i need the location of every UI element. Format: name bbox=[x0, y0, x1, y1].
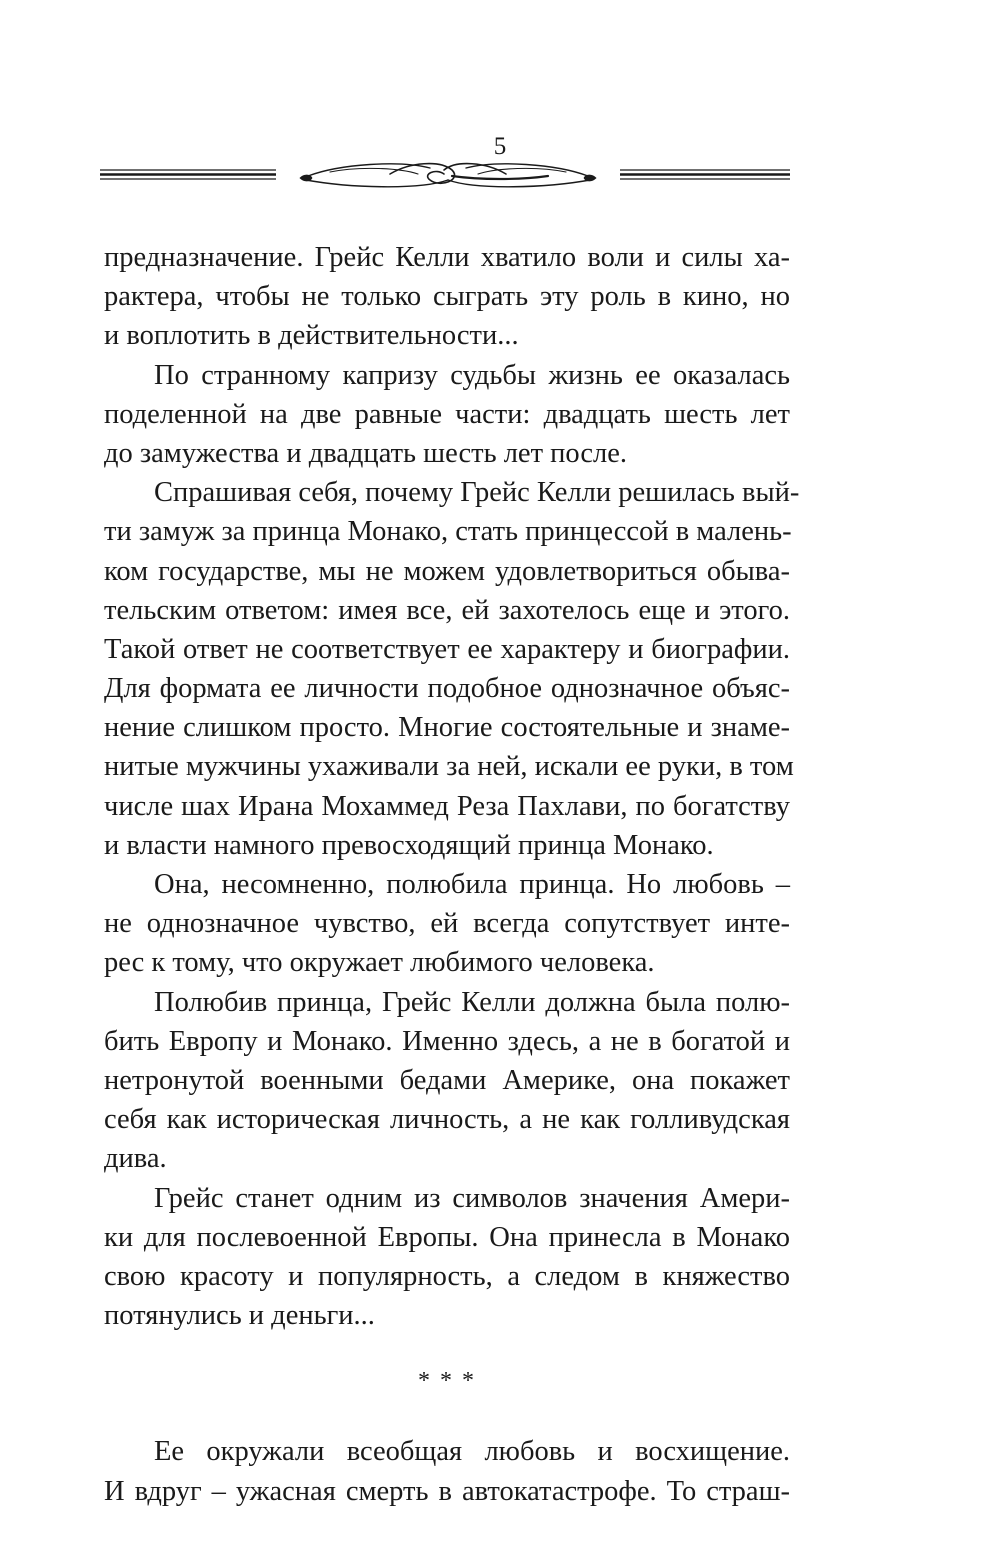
text-line: Полюбив принца, Грейс Келли должна была полю- bbox=[154, 986, 790, 1018]
text-line: бить Европу и Монако. Именно здесь, а не в богатой и bbox=[104, 1025, 790, 1057]
flourish bbox=[300, 164, 596, 187]
text-line: нитые мужчины ухаживали за ней, искали ее руки, в том bbox=[104, 751, 794, 783]
text-line: потянулись и деньги... bbox=[104, 1300, 375, 1332]
text-line: числе шах Ирана Мохаммед Реза Пахлави, по богатству bbox=[104, 790, 790, 822]
text-line: Спрашивая себя, почему Грейс Келли решилась вый- bbox=[154, 477, 800, 509]
text-line: свою красоту и популярность, а следом в княжество bbox=[104, 1260, 790, 1292]
text-line: Для формата ее личности подобное однозначное объяс- bbox=[104, 673, 790, 705]
text-line: и власти намного превосходящий принца Монако. bbox=[104, 829, 714, 861]
text-line: Такой ответ не соответствует ее характеру и биографии. bbox=[104, 633, 790, 665]
text-line: нетронутой военными бедами Америке, она покажет bbox=[104, 1064, 790, 1096]
body-text bbox=[104, 238, 800, 1511]
text-line: ком государстве, мы не можем удовлетвориться обыва- bbox=[104, 555, 790, 587]
text-line: рактера, чтобы не только сыграть эту роль в кино, но bbox=[104, 281, 790, 313]
text-line: По странному капризу судьбы жизнь ее оказалась bbox=[154, 359, 790, 391]
header-ornament bbox=[100, 150, 890, 200]
text-line: и воплотить в действительности... bbox=[104, 320, 519, 352]
text-line: поделенной на две равные части: двадцать шесть лет bbox=[104, 398, 790, 430]
text-line: Грейс станет одним из символов значения Амери- bbox=[154, 1182, 790, 1214]
text-line: И вдруг – ужасная смерть в автокатастрофе. То страш- bbox=[104, 1475, 790, 1507]
text-line: ти замуж за принца Монако, стать принцессой в малень- bbox=[104, 516, 792, 548]
section-break: * * * bbox=[418, 1368, 476, 1395]
text-line: себя как историческая личность, а не как голливудская bbox=[104, 1104, 790, 1136]
text-line: нение слишком просто. Многие состоятельные и знаме- bbox=[104, 712, 790, 744]
text-line: рес к тому, что окружает любимого человека. bbox=[104, 947, 655, 979]
text-line: тельским ответом: имея все, ей захотелось еще и этого. bbox=[104, 594, 790, 626]
page-number: 5 bbox=[493, 133, 507, 160]
text-line: Она, несомненно, полюбила принца. Но любовь – bbox=[154, 869, 790, 900]
text-line: дива. bbox=[104, 1143, 167, 1175]
text-line: Ее окружали всеобщая любовь и восхищение. bbox=[154, 1436, 790, 1468]
text-line: до замужества и двадцать шесть лет после. bbox=[104, 437, 628, 469]
left-rule bbox=[100, 170, 276, 179]
right-rule bbox=[620, 170, 790, 179]
text-line: предназначение. Грейс Келли хватило воли и силы ха- bbox=[104, 242, 790, 273]
text-line: не однозначное чувство, ей всегда сопутствует инте- bbox=[104, 908, 790, 940]
text-line: ки для послевоенной Европы. Она принесла в Монако bbox=[104, 1221, 790, 1253]
